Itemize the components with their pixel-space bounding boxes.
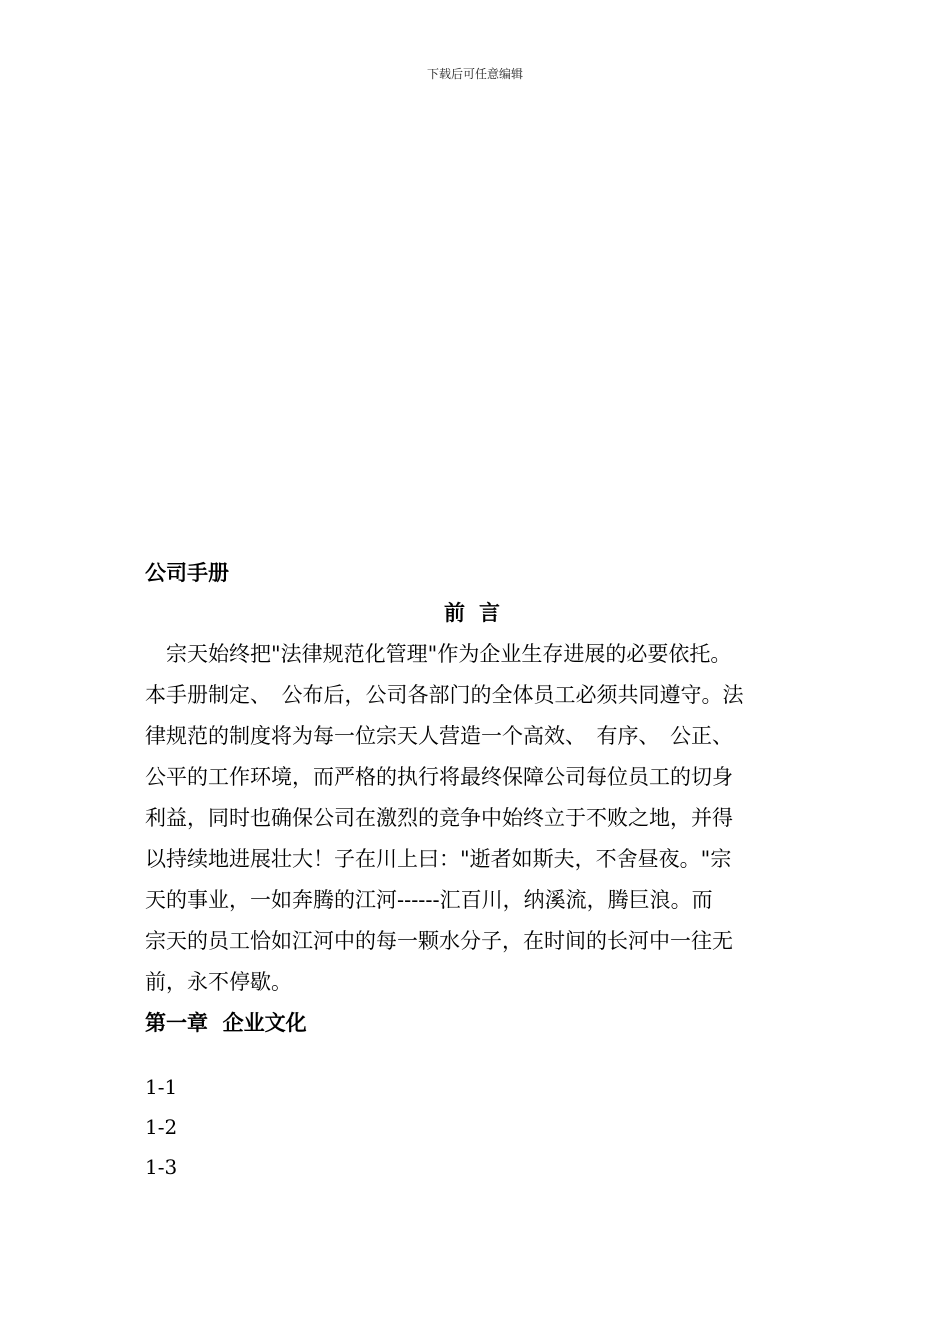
preface-heading: 前言 xyxy=(444,601,514,625)
section-number: 1-3 xyxy=(145,1155,178,1179)
preface-line: 公平的工作环境，而严格的执行将最终保障公司每位员工的切身 xyxy=(145,765,733,789)
section-number: 1-1 xyxy=(145,1075,178,1099)
section-number: 1-2 xyxy=(145,1115,178,1139)
chapter-heading: 第一章 企业文化 xyxy=(145,1011,307,1035)
preface-line: 本手册制定、 公布后，公司各部门的全体员工必须共同遵守。法 xyxy=(145,683,744,707)
preface-line: 以持续地进展壮大！子在川上曰："逝者如斯夫，不舍昼夜。"宗 xyxy=(145,847,732,871)
preface-line: 利益，同时也确保公司在激烈的竞争中始终立于不败之地，并得 xyxy=(145,806,733,830)
chapter-section-list xyxy=(145,1067,177,1187)
preface-line: 律规范的制度将为每一位宗天人营造一个高效、 有序、 公正、 xyxy=(145,724,733,748)
preface-line: 天的事业，一如奔腾的江河------汇百川，纳溪流，腾巨浪。而 xyxy=(145,888,713,912)
header-note: 下载后可任意编辑 xyxy=(426,67,523,81)
preface-line: 宗天始终把"法律规范化管理"作为企业生存进展的必要依托。 xyxy=(145,642,732,666)
preface-body xyxy=(145,634,825,1003)
preface-line: 宗天的员工恰如江河中的每一颗水分子，在时间的长河中一往无 xyxy=(145,929,733,953)
document-title: 公司手册 xyxy=(145,561,229,585)
preface-line: 前，永不停歇。 xyxy=(145,970,292,994)
